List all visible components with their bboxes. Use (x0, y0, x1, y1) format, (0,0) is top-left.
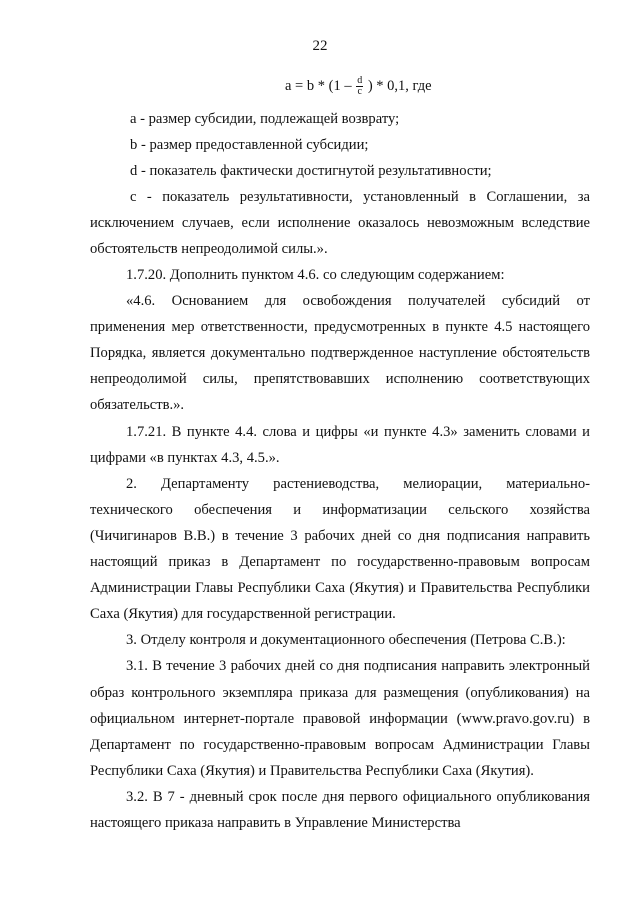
paragraph-3: 3. Отделу контроля и документационного обеспечения (Петрова С.В.): (126, 632, 566, 649)
definition-d: d - показатель фактически достигнутой результативности; (130, 163, 492, 180)
paragraph-2: 2. Департаменту растениеводства, мелиорации, материально-технического обеспечения и информатизации сельского хозяйства (Чичигинаров В.В.) в течение 3 рабочих дней со дня подписания направить настоящий приказ в Департамент по государственно-правовым вопросам Администрации Главы Республики Саха (Якутия) и Правительства Республики Саха (Якутия) для государственной регистрации. (90, 475, 590, 623)
paragraph-3-1: 3.1. В течение 3 рабочих дней со дня подписания направить электронный образ контрольного экземпляра приказа для размещения (опубликования) на официальном интернет-портале правовой информации (www.pravo.gov.ru) в Департамент по государственно-правовым вопросам Администрации Главы Республики Саха (Якутия) и Правительства Республики Саха (Якутия). (90, 658, 590, 779)
formula-numerator: d (357, 75, 363, 86)
page-number: 22 (312, 38, 328, 54)
paragraph-1-7-21: 1.7.21. В пункте 4.4. слова и цифры «и пункте 4.3» заменить словами и цифрами «в пунктах 4.3, 4.5.». (90, 423, 590, 466)
formula-suffix: ) * 0,1, где (367, 77, 432, 94)
subsidy-formula (285, 76, 432, 97)
formula-denominator: c (357, 86, 362, 97)
formula-fraction (356, 76, 363, 97)
definitions-block (90, 106, 590, 263)
definition-a: a - размер субсидии, подлежащей возврату; (130, 111, 400, 127)
body-block (90, 262, 590, 836)
definition-c: c - показатель результативности, установленный в Соглашении, за исключением случаев, если исполнение оказалось невозможным вследствие обстоятельств непреодолимой силы.». (90, 189, 590, 258)
definition-b: b - размер предоставленной субсидии; (130, 137, 369, 154)
paragraph-4-6: «4.6. Основанием для освобождения получателей субсидий от применения мер ответственности, предусмотренных в пункте 4.5 настоящего Порядка, является документально подтвержденное наступление обстоятельств непреодолимой силы, препятствовавших исполнению соответствующих обязательств.». (90, 293, 590, 414)
paragraph-3-2: 3.2. В 7 - дневный срок после дня первого официального опубликования настоящего приказа направить в Управление Министерства (90, 788, 590, 831)
paragraph-1-7-20: 1.7.20. Дополнить пунктом 4.6. со следующим содержанием: (126, 267, 505, 283)
formula-prefix: a = b * (1 – (285, 77, 352, 94)
